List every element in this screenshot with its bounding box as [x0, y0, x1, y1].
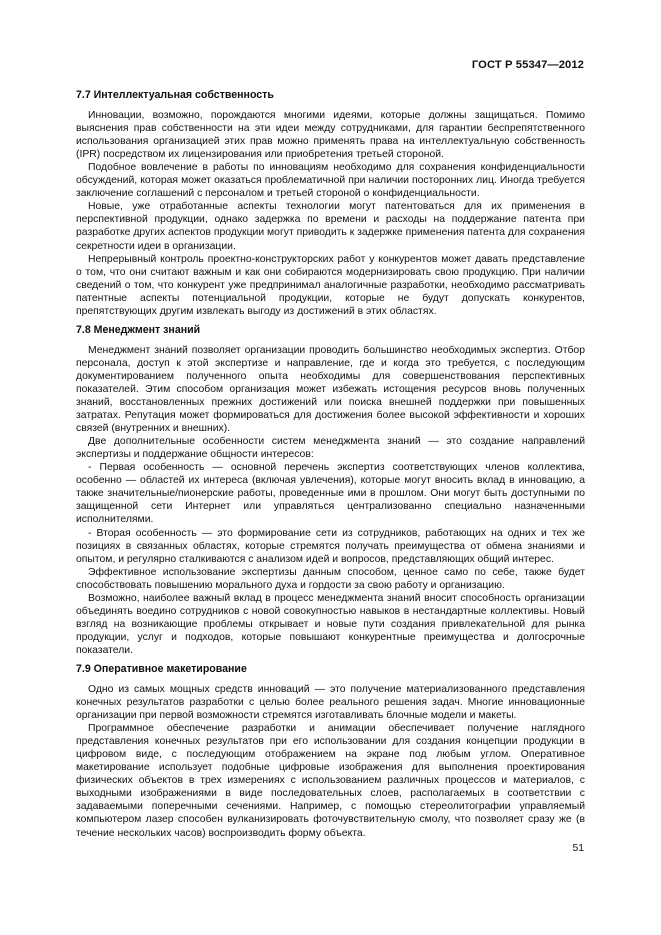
paragraph: Две дополнительные особенности систем менеджмента знаний — это создание направлений экспертизы и поддержание общности интересов: [76, 436, 585, 461]
list-item: - Первая особенность — основной перечень экспертиз соответствующих членов коллектива, особенно — областей их интереса (включая увлечения), которые могут вносить вклад в инновацию, а также значительные/пионерские работы, проведенные ими в прошлом. Они могут быть доступными по защищенной сети Интернет или управляться централизованно специально назначенными исполнителями. [76, 462, 585, 526]
paragraph: Программное обеспечение разработки и анимации обеспечивает получение наглядного представления конечных результатов при его использовании для создания концепции продукции в цифровом виде, с последующим отображением на экране под любым углом. Оперативное макетирование использует подобные цифровые изображения для выполнения проектирования физических объектов в трех измерениях с использованием различных процессов и материалов, с выходными изображениями в виде последовательных слоев, располагаемых в соответствии с задаваемыми поперечными сечениями. Например, с помощью стереолитографии управляемый компьютером лазер способен вулканизировать фоточувствительную смолу, что позволяет сразу же (в течение нескольких часов) воспроизводить форму объекта. [76, 723, 585, 839]
paragraph: Непрерывный контроль проектно-конструкторских работ у конкурентов может давать представление о том, что они считают важным и как они собираются модернизировать свою продукцию. При наличии сведений о том, что конкурент уже предпринимал аналогичные разработки, необходимо рассматривать патентные аспекты потенциальной продукции, которые не будут допускать конкурентов, препятствующих другим извлекать выгоду из достижений в этих областях. [76, 253, 585, 317]
section-rapid-prototyping [76, 663, 585, 840]
paragraph: Новые, уже отработанные аспекты технологии могут патентоваться для их применения в перспективной продукции, однако задержка по времени и расходы на поддержание патента при разработке других аспектов продукции могут приводить к задержке применения патента для сохранения секретности идеи в организации. [76, 201, 585, 252]
paragraph: Инновации, возможно, порождаются многими идеями, которые должны защищаться. Помимо выяснения прав собственности на эти идеи между сотрудниками, для гарантии беспрепятственного использования организацией этих прав можно применять права на интеллектуальную собственность (IPR) посредством их лицензирования или приобретения третьей стороной. [76, 110, 585, 161]
section-heading: 7.9 Оперативное макетирование [76, 662, 247, 675]
section-knowledge-management [76, 324, 585, 657]
section-heading: 7.7 Интеллектуальная собственность [76, 89, 274, 101]
section-heading: 7.8 Менеджмент знаний [76, 323, 201, 336]
document-body [76, 89, 585, 840]
paragraph: Подобное вовлечение в работы по инновациям необходимо для сохранения конфиденциальности обсуждений, которая может оказаться проблематичной при наличии посторонних лиц. Иногда требуется заключение соглашений с персоналом и третьей стороной о конфиденциальности. [76, 162, 585, 200]
paragraph: Возможно, наиболее важный вклад в процесс менеджмента знаний вносит способность организации объединять воедино сотрудников с новой совокупностью навыков в нестандартные коллективы. Новый взгляд на возникающие проблемы открывает и новые пути создания привлекательной для рынка продукции, услуг и подходов, которые повышают конкурентные преимущества и долгосрочные показатели. [76, 592, 585, 656]
list-item: - Вторая особенность — это формирование сети из сотрудников, работающих на одних и тех же позициях в связанных областях, которые стремятся получать преимущества от обмена знаниями и опытом, и регулярно сталкиваются с анализом идей и вопросов, представляющих общий интерес. [76, 527, 585, 565]
paragraph: Менеджмент знаний позволяет организации проводить большинство необходимых экспертиз. Отбор персонала, доступ к этой экспертизе и направление, где и когда это требуется, с последующим документированием полученного опыта необходимы для совершенствования перспективных показателей. Этим способом организация может избежать истощения ресурсов вновь полученных знаний, восстановленных прежних достижений или поиска внешней поддержки при повышенных затратах. Репутация может формироваться для достижения более высокой эффективности и хороших связей (внутренних и внешних). [76, 344, 585, 435]
section-intellectual-property [76, 89, 585, 318]
paragraph: Одно из самых мощных средств инноваций — это получение материализованного представления конечных результатов разработки с целью более реального решения задач. Многие инновационные организации при первой возможности стремятся изготавливать блочные модели и макеты. [76, 684, 585, 722]
page-number: 51 [572, 843, 584, 854]
document-standard-id: ГОСТ Р 55347—2012 [471, 59, 584, 71]
paragraph: Эффективное использование экспертизы данным способом, ценное само по себе, также будет способствовать повышению морального духа и гордости за свою работу и организацию. [76, 566, 585, 591]
